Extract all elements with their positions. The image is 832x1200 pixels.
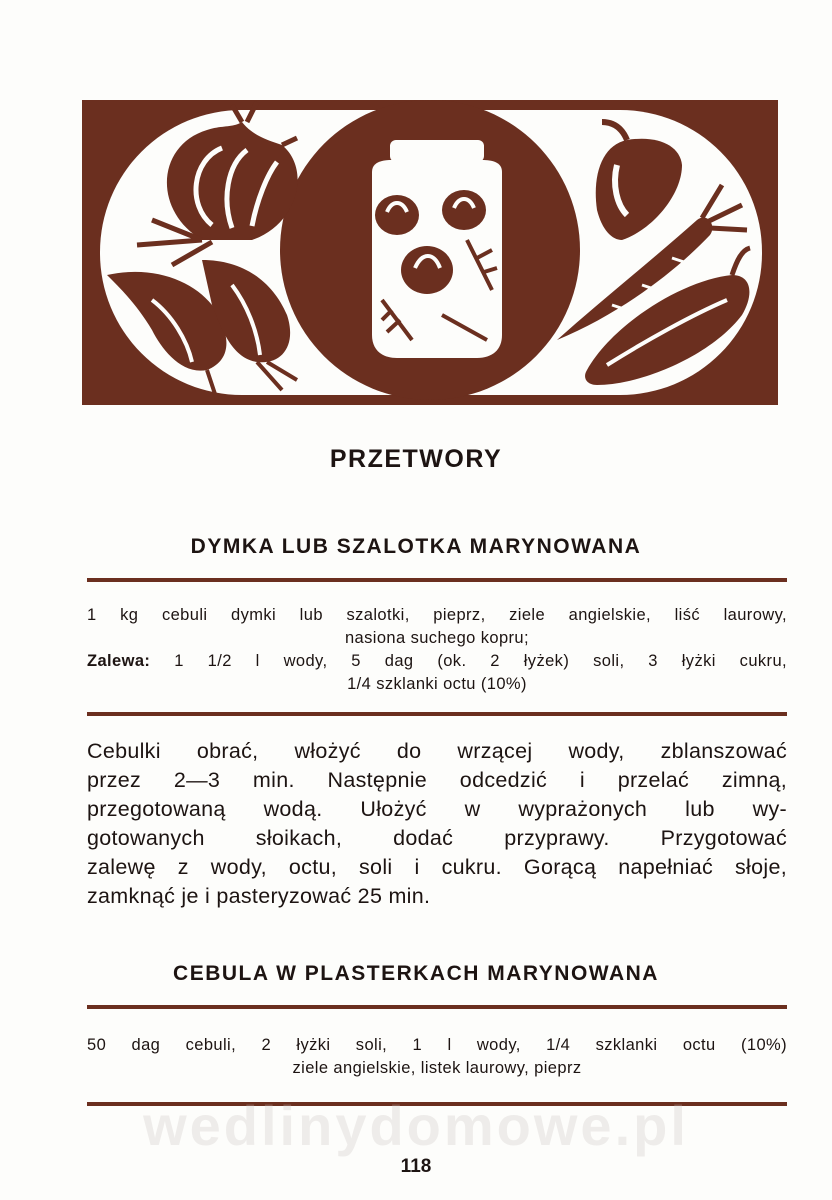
- divider: [87, 1005, 787, 1009]
- brine-text: 1 1/2 l wody, 5 dag (ok. 2 łyżek) soli, 3 łyżki cukru,: [174, 652, 788, 670]
- ingredients-line: ziele angielskie, listek laurowy, pieprz: [292, 1059, 582, 1077]
- preserves-banner-illustration: [82, 100, 778, 405]
- ingredients-block: [87, 1034, 787, 1080]
- method-paragraph: [87, 737, 787, 911]
- watermark: wedlinydomowe.pl: [143, 1094, 689, 1157]
- method-line: przegotowaną wodą. Ułożyć w wyprażonych lub wy-: [87, 797, 787, 821]
- method-line: gotowanych słoikach, dodać przyprawy. Przygotować: [87, 826, 787, 850]
- ingredients-line: 1 kg cebuli dymki lub szalotki, pieprz, ziele angielskie, liść laurowy,: [87, 606, 787, 624]
- method-line: przez 2—3 min. Następnie odcedzić i przelać zimną,: [87, 768, 787, 792]
- divider: [87, 712, 787, 716]
- method-line: Cebulki obrać, włożyć do wrzącej wody, zblanszować: [87, 739, 787, 763]
- page-number: 118: [400, 1156, 432, 1177]
- brine-line: 1/4 szklanki octu (10%): [347, 675, 527, 693]
- brine-line: [87, 650, 787, 673]
- chapter-title: PRZETWORY: [329, 445, 503, 473]
- brine-label: Zalewa:: [87, 652, 151, 670]
- method-line: zamknąć je i pasteryzować 25 min.: [87, 884, 431, 908]
- ingredients-line: nasiona suchego kopru;: [344, 629, 529, 647]
- recipe-title: CEBULA W PLASTERKACH MARYNOWANA: [173, 962, 659, 985]
- recipe-title: DYMKA LUB SZALOTKA MARYNOWANA: [190, 535, 642, 558]
- divider: [87, 578, 787, 582]
- method-line: zalewę z wody, octu, soli i cukru. Gorącą napełniać słoje,: [87, 855, 787, 879]
- ingredients-line: 50 dag cebuli, 2 łyżki soli, 1 l wody, 1/4 szklanki octu (10%): [87, 1036, 787, 1054]
- ingredients-block: [87, 604, 787, 696]
- jar-icon: [372, 140, 502, 358]
